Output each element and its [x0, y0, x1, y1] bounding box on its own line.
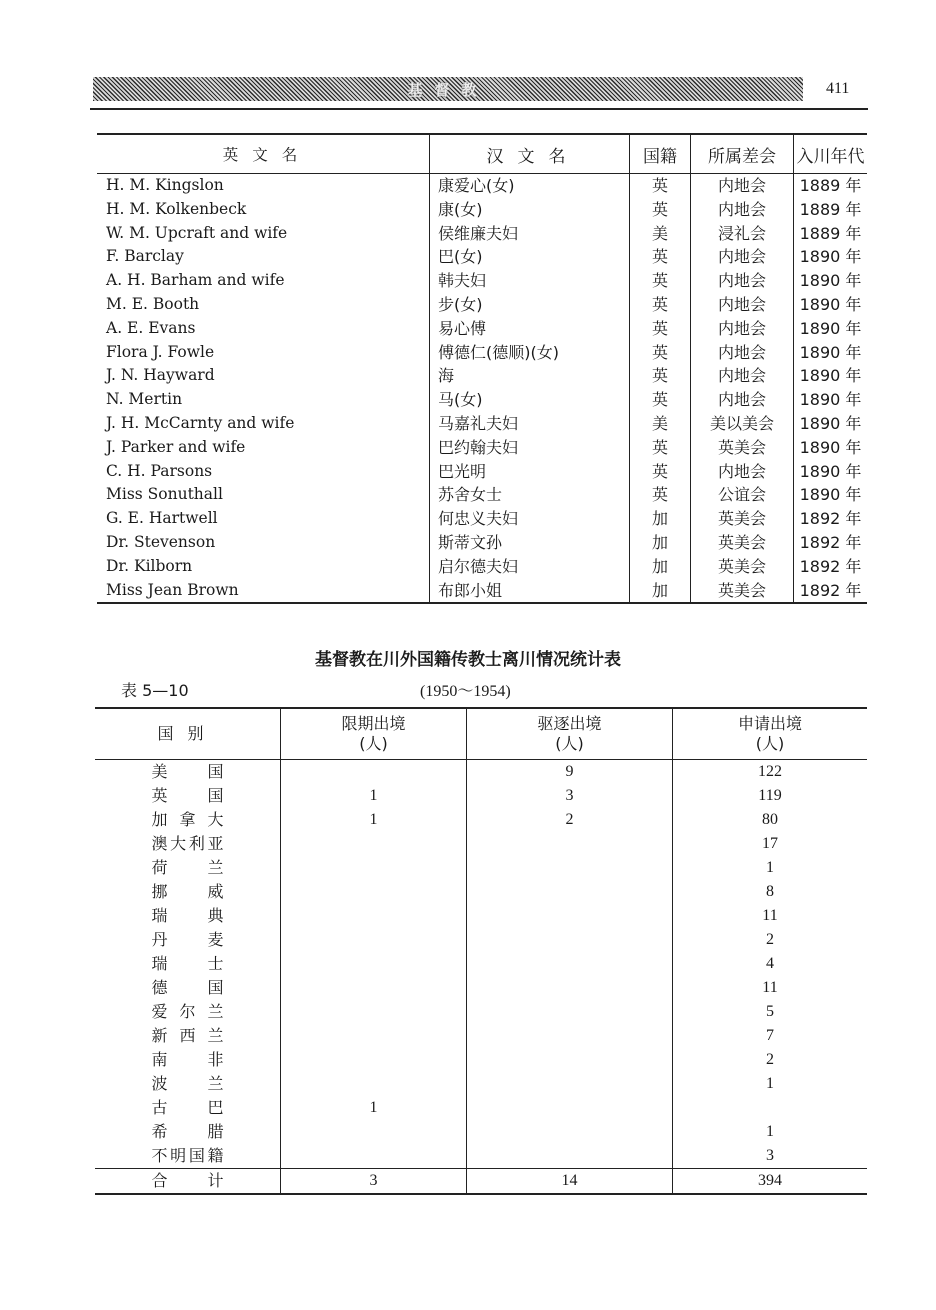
mission-cell: 英美会: [691, 507, 794, 531]
year-cell: 1890 年: [794, 483, 868, 507]
deadline-exit-cell: [281, 760, 467, 785]
year-cell: 1890 年: [794, 436, 868, 460]
year-cell: 1892 年: [794, 579, 868, 604]
deadline-exit-cell: 1: [281, 1096, 467, 1120]
table-row: [95, 928, 867, 952]
table-row: [97, 483, 867, 507]
year-cell: 1892 年: [794, 531, 868, 555]
table-row: [97, 222, 867, 246]
page-number: 411: [826, 80, 850, 97]
country-cell: [95, 1096, 281, 1120]
chinese-name-cell: 康爱心(女): [430, 174, 630, 198]
table-row: [95, 1000, 867, 1024]
deadline-exit-cell: [281, 856, 467, 880]
country-name: 英国: [151, 786, 224, 805]
country-cell: [95, 904, 281, 928]
header-chinese-name: 汉文名: [430, 134, 630, 174]
table-row: [95, 952, 867, 976]
missionaries-table: [97, 133, 867, 604]
table-row: [97, 579, 867, 604]
table-row: [97, 555, 867, 579]
table-row: [97, 460, 867, 484]
nationality-cell: 英: [630, 364, 691, 388]
english-name-cell: J. N. Hayward: [106, 366, 215, 385]
applied-exit-cell: 7: [673, 1024, 868, 1048]
country-cell: [95, 1120, 281, 1144]
country-cell: [95, 832, 281, 856]
expelled-cell: [467, 1024, 673, 1048]
deadline-exit-cell: [281, 1000, 467, 1024]
expelled-cell: 14: [467, 1169, 673, 1195]
applied-exit-cell: 394: [673, 1169, 868, 1195]
deadline-exit-cell: [281, 880, 467, 904]
expelled-cell: 3: [467, 784, 673, 808]
english-name-cell: H. M. Kolkenbeck: [106, 199, 247, 218]
deadline-exit-cell: 3: [281, 1169, 467, 1195]
header-nationality: 国籍: [630, 134, 691, 174]
chinese-name-cell: 步(女): [430, 293, 630, 317]
expelled-cell: [467, 856, 673, 880]
deadline-exit-cell: [281, 1072, 467, 1096]
table-row: [97, 174, 867, 198]
applied-exit-cell: 4: [673, 952, 868, 976]
deadline-exit-cell: [281, 832, 467, 856]
country-cell: [95, 784, 281, 808]
nationality-cell: 英: [630, 198, 691, 222]
country-cell: [95, 952, 281, 976]
header-applied-exit: 申请出境 (人): [673, 708, 868, 760]
country-name: 澳大利亚: [151, 834, 224, 853]
mission-cell: 内地会: [691, 293, 794, 317]
table-row: [95, 784, 867, 808]
country-name: 爱尔兰: [151, 1002, 224, 1021]
expelled-cell: [467, 1000, 673, 1024]
applied-exit-cell: 8: [673, 880, 868, 904]
applied-exit-cell: 119: [673, 784, 868, 808]
chinese-name-cell: 斯蒂文孙: [430, 531, 630, 555]
table-row: [97, 507, 867, 531]
mission-cell: 浸礼会: [691, 222, 794, 246]
applied-exit-cell: [673, 1096, 868, 1120]
header-year: 入川年代: [794, 134, 868, 174]
expelled-cell: [467, 1048, 673, 1072]
table-row: [97, 341, 867, 365]
chinese-name-cell: 海: [430, 364, 630, 388]
english-name-cell: A. E. Evans: [106, 318, 196, 337]
mission-cell: 内地会: [691, 460, 794, 484]
country-name: 瑞士: [151, 954, 224, 973]
table-row: [95, 1096, 867, 1120]
table-row: [97, 198, 867, 222]
nationality-cell: 英: [630, 436, 691, 460]
table-row: [97, 436, 867, 460]
mission-cell: 内地会: [691, 317, 794, 341]
english-name-cell: Miss Sonuthall: [106, 485, 223, 504]
year-cell: 1890 年: [794, 317, 868, 341]
chinese-name-cell: 易心傅: [430, 317, 630, 341]
nationality-cell: 美: [630, 222, 691, 246]
nationality-cell: 英: [630, 341, 691, 365]
header-rule: [90, 108, 868, 110]
country-cell: [95, 856, 281, 880]
applied-exit-cell: 1: [673, 856, 868, 880]
english-name-cell: W. M. Upcraft and wife: [106, 223, 288, 242]
expelled-cell: [467, 952, 673, 976]
total-row: [95, 1169, 867, 1195]
year-cell: 1892 年: [794, 507, 868, 531]
nationality-cell: 加: [630, 507, 691, 531]
deadline-exit-cell: [281, 976, 467, 1000]
expelled-cell: 9: [467, 760, 673, 785]
english-name-cell: Dr. Kilborn: [106, 556, 193, 575]
table-row: [97, 293, 867, 317]
country-name: 美国: [151, 762, 224, 781]
nationality-cell: 英: [630, 293, 691, 317]
chinese-name-cell: 康(女): [430, 198, 630, 222]
table-row: [95, 904, 867, 928]
table-row: [97, 245, 867, 269]
country-name: 加拿大: [151, 810, 224, 829]
chinese-name-cell: 侯维廉夫妇: [430, 222, 630, 246]
year-cell: 1890 年: [794, 460, 868, 484]
country-name: 丹麦: [151, 930, 224, 949]
mission-cell: 公谊会: [691, 483, 794, 507]
header-english-name: 英文名: [97, 134, 430, 174]
country-cell: [95, 1144, 281, 1169]
year-cell: 1889 年: [794, 198, 868, 222]
expelled-cell: [467, 904, 673, 928]
nationality-cell: 英: [630, 460, 691, 484]
year-cell: 1892 年: [794, 555, 868, 579]
mission-cell: 内地会: [691, 198, 794, 222]
country-name: 合计: [151, 1171, 224, 1190]
table-row: [95, 1120, 867, 1144]
chinese-name-cell: 巴约翰夫妇: [430, 436, 630, 460]
country-name: 新西兰: [151, 1026, 224, 1045]
mission-cell: 内地会: [691, 388, 794, 412]
country-cell: [95, 880, 281, 904]
english-name-cell: C. H. Parsons: [106, 461, 213, 480]
deadline-exit-cell: [281, 1024, 467, 1048]
deadline-exit-cell: [281, 928, 467, 952]
mission-cell: 内地会: [691, 269, 794, 293]
country-name: 不明国籍: [151, 1146, 224, 1165]
table-header-row: [97, 134, 867, 174]
mission-cell: 英美会: [691, 555, 794, 579]
english-name-cell: A. H. Barham and wife: [106, 271, 285, 290]
year-cell: 1889 年: [794, 174, 868, 198]
nationality-cell: 加: [630, 555, 691, 579]
applied-exit-cell: 1: [673, 1072, 868, 1096]
header-deadline-exit: 限期出境 (人): [281, 708, 467, 760]
applied-exit-cell: 122: [673, 760, 868, 785]
chinese-name-cell: 何忠义夫妇: [430, 507, 630, 531]
chinese-name-cell: 苏舍女士: [430, 483, 630, 507]
applied-exit-cell: 2: [673, 928, 868, 952]
expelled-cell: [467, 928, 673, 952]
english-name-cell: Dr. Stevenson: [106, 532, 216, 551]
nationality-cell: 英: [630, 317, 691, 341]
departure-stats-table: [95, 707, 867, 1195]
year-cell: 1890 年: [794, 388, 868, 412]
deadline-exit-cell: [281, 952, 467, 976]
nationality-cell: 英: [630, 174, 691, 198]
expelled-cell: 2: [467, 808, 673, 832]
year-cell: 1890 年: [794, 293, 868, 317]
country-name: 荷兰: [151, 858, 224, 877]
chinese-name-cell: 韩夫妇: [430, 269, 630, 293]
table-row: [95, 808, 867, 832]
country-cell: [95, 1000, 281, 1024]
mission-cell: 内地会: [691, 341, 794, 365]
mission-cell: 英美会: [691, 436, 794, 460]
applied-exit-cell: 80: [673, 808, 868, 832]
mission-cell: 内地会: [691, 245, 794, 269]
deadline-exit-cell: [281, 1144, 467, 1169]
applied-exit-cell: 11: [673, 976, 868, 1000]
header-country: 国别: [95, 708, 281, 760]
country-cell: [95, 760, 281, 785]
chinese-name-cell: 傅德仁(德顺)(女): [430, 341, 630, 365]
country-cell: [95, 1169, 281, 1195]
table-row: [97, 364, 867, 388]
country-cell: [95, 1024, 281, 1048]
english-name-cell: H. M. Kingslon: [106, 176, 224, 194]
nationality-cell: 加: [630, 579, 691, 604]
expelled-cell: [467, 976, 673, 1000]
expelled-cell: [467, 832, 673, 856]
table-row: [95, 832, 867, 856]
mission-cell: 内地会: [691, 364, 794, 388]
table2-label: 表 5—10: [121, 681, 189, 700]
table-row: [95, 760, 867, 785]
applied-exit-cell: 5: [673, 1000, 868, 1024]
table-row: [95, 1048, 867, 1072]
nationality-cell: 美: [630, 412, 691, 436]
chinese-name-cell: 布郎小姐: [430, 579, 630, 604]
table-row: [95, 1144, 867, 1169]
expelled-cell: [467, 1144, 673, 1169]
country-cell: [95, 1048, 281, 1072]
country-cell: [95, 1072, 281, 1096]
english-name-cell: M. E. Booth: [106, 294, 200, 313]
expelled-cell: [467, 1120, 673, 1144]
year-cell: 1890 年: [794, 412, 868, 436]
expelled-cell: [467, 1096, 673, 1120]
table-header-row: [95, 708, 867, 760]
country-name: 德国: [151, 978, 224, 997]
table-row: [97, 269, 867, 293]
table-row: [95, 976, 867, 1000]
table-row: [97, 412, 867, 436]
year-cell: 1889 年: [794, 222, 868, 246]
year-cell: 1890 年: [794, 364, 868, 388]
deadline-exit-cell: [281, 1120, 467, 1144]
mission-cell: 英美会: [691, 531, 794, 555]
nationality-cell: 加: [630, 531, 691, 555]
nationality-cell: 英: [630, 269, 691, 293]
year-cell: 1890 年: [794, 245, 868, 269]
country-name: 瑞典: [151, 906, 224, 925]
table2-period: (1950～1954): [420, 683, 511, 700]
mission-cell: 英美会: [691, 579, 794, 604]
year-cell: 1890 年: [794, 341, 868, 365]
english-name-cell: J. Parker and wife: [106, 437, 246, 456]
applied-exit-cell: 2: [673, 1048, 868, 1072]
table-row: [95, 856, 867, 880]
table2-title: 基督教在川外国籍传教士离川情况统计表: [315, 650, 621, 670]
table-row: [97, 388, 867, 412]
english-name-cell: J. H. McCarnty and wife: [106, 413, 295, 432]
expelled-cell: [467, 880, 673, 904]
table-row: [95, 880, 867, 904]
english-name-cell: N. Mertin: [106, 390, 183, 409]
deadline-exit-cell: 1: [281, 784, 467, 808]
country-cell: [95, 976, 281, 1000]
nationality-cell: 英: [630, 483, 691, 507]
header-mission: 所属差会: [691, 134, 794, 174]
chinese-name-cell: 启尔德夫妇: [430, 555, 630, 579]
mission-cell: 美以美会: [691, 412, 794, 436]
deadline-exit-cell: [281, 1048, 467, 1072]
country-name: 希腊: [151, 1122, 224, 1141]
nationality-cell: 英: [630, 245, 691, 269]
country-cell: [95, 808, 281, 832]
table-row: [97, 531, 867, 555]
deadline-exit-cell: [281, 904, 467, 928]
expelled-cell: [467, 1072, 673, 1096]
applied-exit-cell: 11: [673, 904, 868, 928]
year-cell: 1890 年: [794, 269, 868, 293]
deadline-exit-cell: 1: [281, 808, 467, 832]
country-name: 波兰: [151, 1074, 224, 1093]
chinese-name-cell: 马嘉礼夫妇: [430, 412, 630, 436]
applied-exit-cell: 3: [673, 1144, 868, 1169]
english-name-cell: Flora J. Fowle: [106, 342, 215, 361]
applied-exit-cell: 1: [673, 1120, 868, 1144]
country-name: 古巴: [151, 1098, 224, 1117]
chinese-name-cell: 巴光明: [430, 460, 630, 484]
nationality-cell: 英: [630, 388, 691, 412]
mission-cell: 内地会: [691, 174, 794, 198]
chinese-name-cell: 巴(女): [430, 245, 630, 269]
header-expelled: 驱逐出境 (人): [467, 708, 673, 760]
table-row: [95, 1024, 867, 1048]
running-header-band: [93, 77, 803, 101]
table-row: [95, 1072, 867, 1096]
chinese-name-cell: 马(女): [430, 388, 630, 412]
country-cell: [95, 928, 281, 952]
country-name: 挪威: [151, 882, 224, 901]
country-name: 南非: [151, 1050, 224, 1069]
table-row: [97, 317, 867, 341]
english-name-cell: G. E. Hartwell: [106, 509, 218, 528]
applied-exit-cell: 17: [673, 832, 868, 856]
running-title: 基督教: [407, 80, 489, 99]
english-name-cell: F. Barclay: [106, 247, 184, 266]
english-name-cell: Miss Jean Brown: [97, 579, 430, 604]
